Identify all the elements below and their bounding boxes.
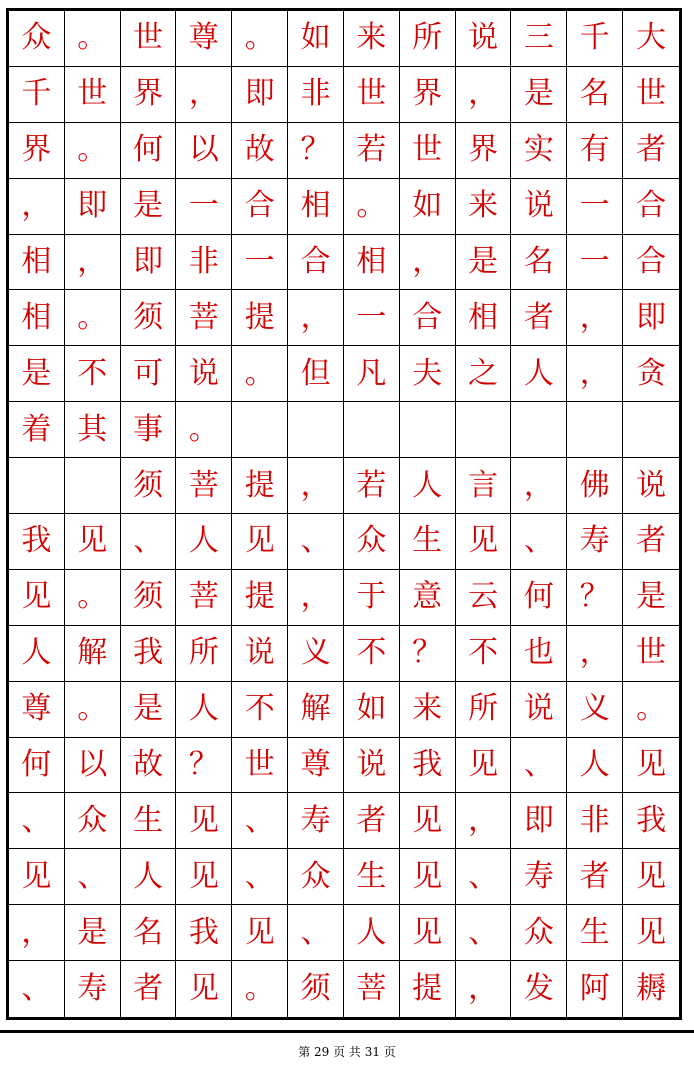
grid-cell: 者 [344, 793, 400, 849]
grid-cell: 实 [511, 123, 567, 179]
grid-cell: 说 [456, 11, 512, 67]
grid-cell: 贪 [623, 346, 679, 402]
grid-cell: 即 [511, 793, 567, 849]
grid-cell: 众 [65, 793, 121, 849]
grid-cell: 须 [121, 458, 177, 514]
grid-cell: ， [288, 570, 344, 626]
grid-cell: 、 [511, 514, 567, 570]
grid-cell: 佛 [567, 458, 623, 514]
grid-cell: 、 [511, 738, 567, 794]
grid-cell: 。 [65, 11, 121, 67]
grid-cell: 见 [623, 849, 679, 905]
grid-cell: 寿 [567, 514, 623, 570]
grid-cell: 着 [9, 402, 65, 458]
grid-cell: ， [456, 67, 512, 123]
grid-cell: 相 [344, 235, 400, 291]
grid-cell: 一 [567, 235, 623, 291]
grid-cell: 以 [65, 738, 121, 794]
grid-cell: 见 [9, 570, 65, 626]
grid-cell: 说 [176, 346, 232, 402]
grid-cell: 、 [121, 514, 177, 570]
grid-cell: 人 [344, 905, 400, 961]
grid-cell [511, 402, 567, 458]
grid-cell: 。 [65, 570, 121, 626]
grid-cell [232, 402, 288, 458]
grid-cell: 之 [456, 346, 512, 402]
grid-cell: 我 [9, 514, 65, 570]
grid-cell: 合 [232, 179, 288, 235]
grid-cell: 我 [176, 905, 232, 961]
grid-cell: 。 [344, 179, 400, 235]
grid-cell: 言 [456, 458, 512, 514]
grid-cell: 世 [623, 67, 679, 123]
grid-cell: 来 [456, 179, 512, 235]
grid-cell: 相 [9, 290, 65, 346]
grid-cell: 即 [623, 290, 679, 346]
grid-cell [65, 458, 121, 514]
character-grid [9, 11, 679, 1017]
grid-cell: 如 [400, 179, 456, 235]
grid-cell [456, 402, 512, 458]
grid-cell: 何 [511, 570, 567, 626]
grid-cell: 提 [400, 961, 456, 1017]
grid-cell: ， [400, 235, 456, 291]
grid-cell: 是 [623, 570, 679, 626]
grid-cell: 菩 [176, 570, 232, 626]
grid-cell: 人 [511, 346, 567, 402]
grid-cell: 义 [288, 626, 344, 682]
grid-cell: 、 [9, 793, 65, 849]
grid-cell: 众 [9, 11, 65, 67]
grid-cell: 寿 [511, 849, 567, 905]
grid-cell: 是 [456, 235, 512, 291]
grid-cell: 、 [65, 849, 121, 905]
grid-cell: 可 [121, 346, 177, 402]
grid-cell: 、 [456, 905, 512, 961]
grid-cell: 故 [121, 738, 177, 794]
grid-cell [9, 458, 65, 514]
grid-cell: 名 [567, 67, 623, 123]
grid-cell: 但 [288, 346, 344, 402]
grid-cell: 我 [623, 793, 679, 849]
grid-cell: 名 [511, 235, 567, 291]
grid-cell: 千 [9, 67, 65, 123]
grid-cell: 见 [456, 738, 512, 794]
grid-cell: 者 [623, 514, 679, 570]
grid-cell: 菩 [344, 961, 400, 1017]
grid-cell: ， [567, 626, 623, 682]
grid-cell: ， [567, 346, 623, 402]
grid-cell: 尊 [9, 682, 65, 738]
grid-cell: 一 [567, 179, 623, 235]
grid-cell: 相 [9, 235, 65, 291]
grid-cell: 见 [232, 905, 288, 961]
grid-cell: 合 [288, 235, 344, 291]
grid-cell: 世 [344, 67, 400, 123]
grid-cell: 人 [176, 682, 232, 738]
grid-cell: 须 [121, 570, 177, 626]
grid-cell: 世 [623, 626, 679, 682]
grid-cell: 耨 [636, 971, 667, 1007]
grid-cell: ， [65, 235, 121, 291]
grid-cell: 如 [288, 11, 344, 67]
grid-cell: 相 [288, 179, 344, 235]
grid-cell: 世 [400, 123, 456, 179]
grid-cell: 于 [344, 570, 400, 626]
grid-cell: 何 [121, 123, 177, 179]
copybook-sheet [6, 8, 682, 1020]
grid-cell: 不 [344, 626, 400, 682]
grid-cell: 。 [65, 290, 121, 346]
footer-rule [0, 1030, 694, 1033]
grid-cell [400, 402, 456, 458]
grid-cell: 须 [288, 961, 344, 1017]
grid-cell: 人 [9, 626, 65, 682]
grid-cell: ， [511, 458, 567, 514]
grid-cell: 非 [567, 793, 623, 849]
grid-cell: 事 [121, 402, 177, 458]
grid-cell: 寿 [65, 961, 121, 1017]
grid-cell: ， [288, 290, 344, 346]
grid-cell: 非 [288, 67, 344, 123]
grid-cell: 来 [400, 682, 456, 738]
grid-cell: 义 [567, 682, 623, 738]
grid-cell: ， [9, 179, 65, 235]
grid-cell: 。 [176, 402, 232, 458]
grid-cell: 者 [121, 961, 177, 1017]
grid-cell: 合 [623, 235, 679, 291]
grid-cell: 是 [121, 179, 177, 235]
grid-cell: 界 [456, 123, 512, 179]
grid-cell [288, 402, 344, 458]
grid-cell: 者 [567, 849, 623, 905]
grid-cell: 所 [176, 626, 232, 682]
grid-cell: 见 [9, 849, 65, 905]
grid-cell: 所 [400, 11, 456, 67]
grid-cell: 合 [400, 290, 456, 346]
grid-cell: ， [9, 905, 65, 961]
grid-cell: 不 [232, 682, 288, 738]
grid-cell: 见 [456, 514, 512, 570]
grid-cell: 以 [176, 123, 232, 179]
grid-cell: 说 [511, 179, 567, 235]
grid-cell: 菩 [176, 458, 232, 514]
grid-cell: ？ [567, 570, 623, 626]
grid-cell: 是 [9, 346, 65, 402]
grid-cell: 人 [567, 738, 623, 794]
grid-cell: 。 [232, 11, 288, 67]
grid-cell: ？ [400, 626, 456, 682]
grid-cell: 有 [567, 123, 623, 179]
grid-cell: 我 [400, 738, 456, 794]
grid-cell: 、 [288, 514, 344, 570]
grid-cell: 若 [344, 458, 400, 514]
grid-cell: 世 [232, 738, 288, 794]
grid-cell: 、 [232, 793, 288, 849]
grid-cell: 其 [65, 402, 121, 458]
grid-cell: 是 [65, 905, 121, 961]
grid-cell: 寿 [288, 793, 344, 849]
grid-cell: 若 [344, 123, 400, 179]
grid-cell: 故 [232, 123, 288, 179]
grid-cell: 夫 [400, 346, 456, 402]
grid-cell: 众 [511, 905, 567, 961]
grid-cell: ？ [288, 123, 344, 179]
grid-cell: 。 [623, 682, 679, 738]
grid-cell [623, 402, 679, 458]
grid-cell: 不 [456, 626, 512, 682]
grid-cell: 非 [176, 235, 232, 291]
grid-cell: 解 [288, 682, 344, 738]
grid-cell: 所 [456, 682, 512, 738]
grid-cell: 。 [65, 123, 121, 179]
grid-cell: 千 [567, 11, 623, 67]
grid-cell: 众 [288, 849, 344, 905]
grid-cell: 见 [400, 905, 456, 961]
grid-cell: 我 [121, 626, 177, 682]
grid-cell: 意 [400, 570, 456, 626]
grid-cell: 名 [121, 905, 177, 961]
grid-cell: 、 [9, 961, 65, 1017]
grid-cell: 相 [456, 290, 512, 346]
grid-cell: ， [456, 793, 512, 849]
grid-cell: 说 [344, 738, 400, 794]
grid-cell: 即 [65, 179, 121, 235]
grid-cell: 世 [65, 67, 121, 123]
grid-cell: 。 [65, 682, 121, 738]
grid-cell: 见 [400, 793, 456, 849]
grid-cell: 人 [121, 849, 177, 905]
grid-cell: 见 [623, 738, 679, 794]
grid-cell: 、 [456, 849, 512, 905]
grid-cell: 见 [176, 793, 232, 849]
grid-cell: 见 [623, 905, 679, 961]
grid-cell: 见 [176, 849, 232, 905]
grid-cell: 如 [344, 682, 400, 738]
grid-cell: 人 [400, 458, 456, 514]
grid-cell: 即 [232, 67, 288, 123]
grid-cell: ， [456, 961, 512, 1017]
grid-cell: 何 [9, 738, 65, 794]
grid-cell: 、 [288, 905, 344, 961]
grid-cell: 说 [511, 682, 567, 738]
grid-cell: 阿 [567, 961, 623, 1017]
grid-cell: 一 [176, 179, 232, 235]
grid-cell: 不 [65, 346, 121, 402]
grid-cell: 者 [511, 290, 567, 346]
grid-cell: 。 [232, 961, 288, 1017]
grid-cell [567, 402, 623, 458]
grid-cell: 说 [623, 458, 679, 514]
grid-cell: 三 [511, 11, 567, 67]
grid-cell: 凡 [344, 346, 400, 402]
grid-cell: 提 [232, 570, 288, 626]
grid-cell: 发 [511, 961, 567, 1017]
grid-cell: 提 [232, 458, 288, 514]
grid-cell: 见 [65, 514, 121, 570]
grid-cell: 界 [400, 67, 456, 123]
grid-cell: 须 [121, 290, 177, 346]
grid-cell: 人 [176, 514, 232, 570]
grid-cell: 众 [344, 514, 400, 570]
grid-cell: 说 [232, 626, 288, 682]
grid-cell: 世 [121, 11, 177, 67]
grid-cell: 云 [456, 570, 512, 626]
grid-cell: 生 [400, 514, 456, 570]
grid-cell: 一 [344, 290, 400, 346]
grid-cell: 界 [121, 67, 177, 123]
grid-cell: 生 [121, 793, 177, 849]
grid-cell: 者 [623, 123, 679, 179]
grid-cell: 也 [511, 626, 567, 682]
grid-cell: ？ [176, 738, 232, 794]
grid-cell: 见 [232, 514, 288, 570]
grid-cell: 见 [400, 849, 456, 905]
grid-cell: 界 [9, 123, 65, 179]
grid-cell: ， [176, 67, 232, 123]
grid-cell: 合 [623, 179, 679, 235]
grid-cell: 生 [567, 905, 623, 961]
grid-cell: 尊 [176, 11, 232, 67]
grid-cell: ， [288, 458, 344, 514]
grid-cell: 。 [232, 346, 288, 402]
grid-cell: ， [567, 290, 623, 346]
grid-cell: 、 [232, 849, 288, 905]
grid-cell: 解 [65, 626, 121, 682]
grid-cell: 一 [232, 235, 288, 291]
grid-cell [344, 402, 400, 458]
grid-cell: 是 [511, 67, 567, 123]
grid-cell: 提 [232, 290, 288, 346]
grid-cell: 尊 [288, 738, 344, 794]
grid-cell: 即 [121, 235, 177, 291]
grid-cell: 是 [121, 682, 177, 738]
page-number: 第 29 页 共 31 页 [298, 1045, 396, 1059]
grid-cell: 见 [176, 961, 232, 1017]
grid-cell: 大 [623, 11, 679, 67]
grid-cell: 生 [344, 849, 400, 905]
grid-cell: 菩 [176, 290, 232, 346]
grid-cell: 来 [344, 11, 400, 67]
